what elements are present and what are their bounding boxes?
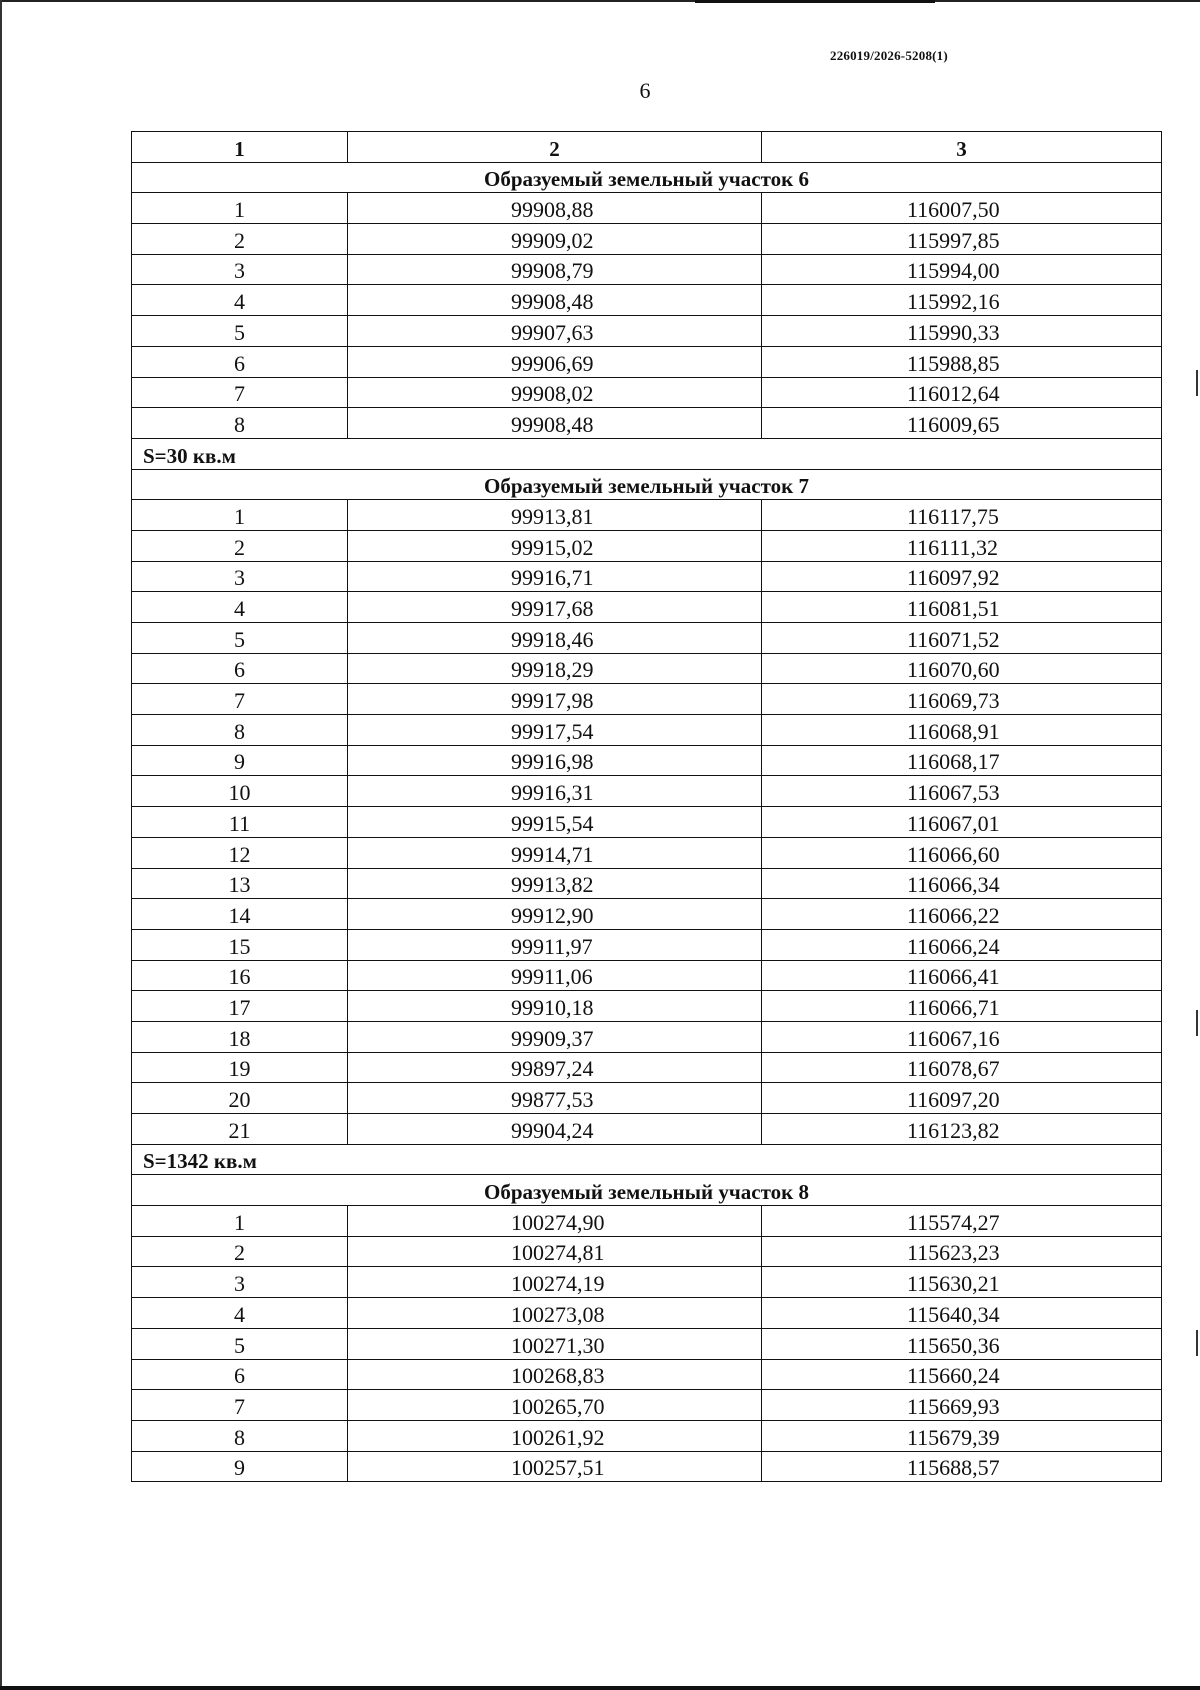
table-row: [132, 346, 1162, 377]
scan-left-edge: [0, 0, 2, 1690]
table-row: [132, 837, 1162, 868]
coordinate-y: 116069,73: [762, 684, 1162, 715]
table-row: [132, 991, 1162, 1022]
coordinate-x: 99914,71: [348, 837, 762, 868]
point-number: 4: [132, 285, 348, 316]
coordinate-x: 99911,06: [348, 960, 762, 991]
coordinate-x: 99877,53: [348, 1083, 762, 1114]
scan-top-mark: [695, 0, 935, 3]
table-row: [132, 1328, 1162, 1359]
coordinate-x: 100274,19: [348, 1267, 762, 1298]
coordinate-y: 116066,22: [762, 899, 1162, 930]
point-number: 5: [132, 1328, 348, 1359]
table-row: [132, 623, 1162, 654]
coordinate-y: 115688,57: [762, 1451, 1162, 1482]
coordinate-y: 115640,34: [762, 1298, 1162, 1329]
coordinate-y: 116066,24: [762, 929, 1162, 960]
point-number: 6: [132, 346, 348, 377]
document-number: 226019/2026-5208(1): [830, 48, 948, 63]
table-row: [132, 807, 1162, 838]
coordinate-y: 116067,53: [762, 776, 1162, 807]
coordinates-table-body: [132, 132, 1162, 1482]
coordinate-y: 115997,85: [762, 224, 1162, 255]
point-number: 1: [132, 1206, 348, 1237]
coordinate-y: 115623,23: [762, 1236, 1162, 1267]
point-number: 19: [132, 1052, 348, 1083]
table-row: [132, 684, 1162, 715]
coordinate-x: 100261,92: [348, 1420, 762, 1451]
table-row: [132, 1420, 1162, 1451]
point-number: 8: [132, 715, 348, 746]
coordinate-x: 99915,54: [348, 807, 762, 838]
scan-top-edge: [0, 0, 1200, 2]
coordinate-y: 116066,34: [762, 868, 1162, 899]
coordinate-x: 100271,30: [348, 1328, 762, 1359]
coordinates-table: [131, 131, 1162, 1482]
table-row: [132, 960, 1162, 991]
coordinate-x: 99916,71: [348, 561, 762, 592]
coordinate-x: 99904,24: [348, 1114, 762, 1145]
table-row: [132, 929, 1162, 960]
coordinate-x: 99913,81: [348, 500, 762, 531]
section-title: Образуемый земельный участок 7: [132, 469, 1162, 500]
point-number: 1: [132, 500, 348, 531]
point-number: 1: [132, 193, 348, 224]
coordinate-x: 99906,69: [348, 346, 762, 377]
coordinate-y: 116111,32: [762, 530, 1162, 561]
coordinate-x: 99917,54: [348, 715, 762, 746]
column-header-3: 3: [762, 132, 1162, 163]
page-number: 6: [639, 78, 651, 103]
coordinate-y: 116012,64: [762, 377, 1162, 408]
table-row: [132, 254, 1162, 285]
coordinate-x: 99916,98: [348, 745, 762, 776]
point-number: 8: [132, 408, 348, 439]
coordinate-y: 115574,27: [762, 1206, 1162, 1237]
table-row: [132, 653, 1162, 684]
scan-right-mark: [1196, 1330, 1198, 1356]
table-row: [132, 377, 1162, 408]
coordinate-x: 99918,29: [348, 653, 762, 684]
table-row: [132, 1390, 1162, 1421]
point-number: 5: [132, 316, 348, 347]
point-number: 6: [132, 653, 348, 684]
point-number: 12: [132, 837, 348, 868]
coordinate-y: 116071,52: [762, 623, 1162, 654]
coordinate-x: 100257,51: [348, 1451, 762, 1482]
section-title: Образуемый земельный участок 6: [132, 162, 1162, 193]
coordinate-y: 116097,92: [762, 561, 1162, 592]
table-header-row: [132, 132, 1162, 163]
coordinate-x: 99910,18: [348, 991, 762, 1022]
point-number: 7: [132, 377, 348, 408]
scan-right-mark: [1196, 1010, 1198, 1036]
coordinate-y: 115669,93: [762, 1390, 1162, 1421]
coordinate-x: 99908,88: [348, 193, 762, 224]
table-row: [132, 408, 1162, 439]
coordinate-x: 99909,02: [348, 224, 762, 255]
point-number: 18: [132, 1021, 348, 1052]
point-number: 2: [132, 224, 348, 255]
table-row: [132, 1359, 1162, 1390]
coordinate-x: 100273,08: [348, 1298, 762, 1329]
coordinate-y: 115630,21: [762, 1267, 1162, 1298]
point-number: 20: [132, 1083, 348, 1114]
table-row: [132, 1298, 1162, 1329]
area-value: S=1342 кв.м: [132, 1144, 1162, 1175]
table-row: [132, 1236, 1162, 1267]
point-number: 2: [132, 1236, 348, 1267]
coordinate-x: 100274,90: [348, 1206, 762, 1237]
coordinate-x: 99908,02: [348, 377, 762, 408]
point-number: 5: [132, 623, 348, 654]
coordinate-x: 99915,02: [348, 530, 762, 561]
coordinate-x: 100265,70: [348, 1390, 762, 1421]
table-row: [132, 530, 1162, 561]
column-header-2: 2: [348, 132, 762, 163]
coordinate-x: 100274,81: [348, 1236, 762, 1267]
table-row: [132, 1083, 1162, 1114]
coordinate-x: 99917,68: [348, 592, 762, 623]
coordinate-x: 100268,83: [348, 1359, 762, 1390]
section-title-row: [132, 1175, 1162, 1206]
point-number: 4: [132, 1298, 348, 1329]
coordinate-y: 116117,75: [762, 500, 1162, 531]
table-row: [132, 745, 1162, 776]
coordinate-y: 116067,16: [762, 1021, 1162, 1052]
point-number: 4: [132, 592, 348, 623]
coordinate-y: 116067,01: [762, 807, 1162, 838]
coordinate-y: 116066,41: [762, 960, 1162, 991]
coordinate-y: 115660,24: [762, 1359, 1162, 1390]
point-number: 13: [132, 868, 348, 899]
point-number: 3: [132, 254, 348, 285]
coordinate-y: 116009,65: [762, 408, 1162, 439]
point-number: 6: [132, 1359, 348, 1390]
column-header-1: 1: [132, 132, 348, 163]
point-number: 3: [132, 1267, 348, 1298]
section-title-row: [132, 162, 1162, 193]
coordinate-x: 99907,63: [348, 316, 762, 347]
coordinate-x: 99913,82: [348, 868, 762, 899]
area-value: S=30 кв.м: [132, 438, 1162, 469]
coordinate-x: 99917,98: [348, 684, 762, 715]
table-row: [132, 193, 1162, 224]
coordinate-y: 116066,71: [762, 991, 1162, 1022]
point-number: 11: [132, 807, 348, 838]
point-number: 15: [132, 929, 348, 960]
section-title: Образуемый земельный участок 8: [132, 1175, 1162, 1206]
section-title-row: [132, 469, 1162, 500]
coordinate-y: 115994,00: [762, 254, 1162, 285]
point-number: 9: [132, 1451, 348, 1482]
point-number: 17: [132, 991, 348, 1022]
table-row: [132, 1052, 1162, 1083]
coordinate-x: 99908,79: [348, 254, 762, 285]
coordinate-x: 99908,48: [348, 408, 762, 439]
coordinate-x: 99897,24: [348, 1052, 762, 1083]
point-number: 14: [132, 899, 348, 930]
table-row: [132, 899, 1162, 930]
coordinate-y: 116070,60: [762, 653, 1162, 684]
point-number: 9: [132, 745, 348, 776]
coordinate-x: 99909,37: [348, 1021, 762, 1052]
table-row: [132, 561, 1162, 592]
table-row: [132, 316, 1162, 347]
point-number: 10: [132, 776, 348, 807]
point-number: 16: [132, 960, 348, 991]
point-number: 2: [132, 530, 348, 561]
coordinate-x: 99918,46: [348, 623, 762, 654]
coordinate-x: 99912,90: [348, 899, 762, 930]
coordinate-y: 115650,36: [762, 1328, 1162, 1359]
coordinate-x: 99908,48: [348, 285, 762, 316]
point-number: 7: [132, 1390, 348, 1421]
coordinate-y: 116078,67: [762, 1052, 1162, 1083]
table-row: [132, 1451, 1162, 1482]
coordinate-y: 116068,17: [762, 745, 1162, 776]
coordinate-x: 99911,97: [348, 929, 762, 960]
coordinate-y: 116066,60: [762, 837, 1162, 868]
point-number: 21: [132, 1114, 348, 1145]
point-number: 8: [132, 1420, 348, 1451]
coordinate-y: 116123,82: [762, 1114, 1162, 1145]
area-row: [132, 438, 1162, 469]
coordinate-y: 115988,85: [762, 346, 1162, 377]
coordinate-x: 99916,31: [348, 776, 762, 807]
table-row: [132, 868, 1162, 899]
table-row: [132, 592, 1162, 623]
table-row: [132, 1206, 1162, 1237]
point-number: 3: [132, 561, 348, 592]
table-row: [132, 1114, 1162, 1145]
scan-bottom-edge: [0, 1686, 1200, 1690]
table-row: [132, 1021, 1162, 1052]
coordinate-y: 115992,16: [762, 285, 1162, 316]
coordinate-y: 116097,20: [762, 1083, 1162, 1114]
coordinate-y: 116007,50: [762, 193, 1162, 224]
coordinate-y: 115990,33: [762, 316, 1162, 347]
table-row: [132, 1267, 1162, 1298]
scan-right-mark: [1196, 370, 1198, 396]
table-row: [132, 715, 1162, 746]
coordinate-y: 115679,39: [762, 1420, 1162, 1451]
coordinate-y: 116068,91: [762, 715, 1162, 746]
table-row: [132, 285, 1162, 316]
table-row: [132, 776, 1162, 807]
point-number: 7: [132, 684, 348, 715]
area-row: [132, 1144, 1162, 1175]
coordinate-y: 116081,51: [762, 592, 1162, 623]
table-row: [132, 500, 1162, 531]
table-row: [132, 224, 1162, 255]
